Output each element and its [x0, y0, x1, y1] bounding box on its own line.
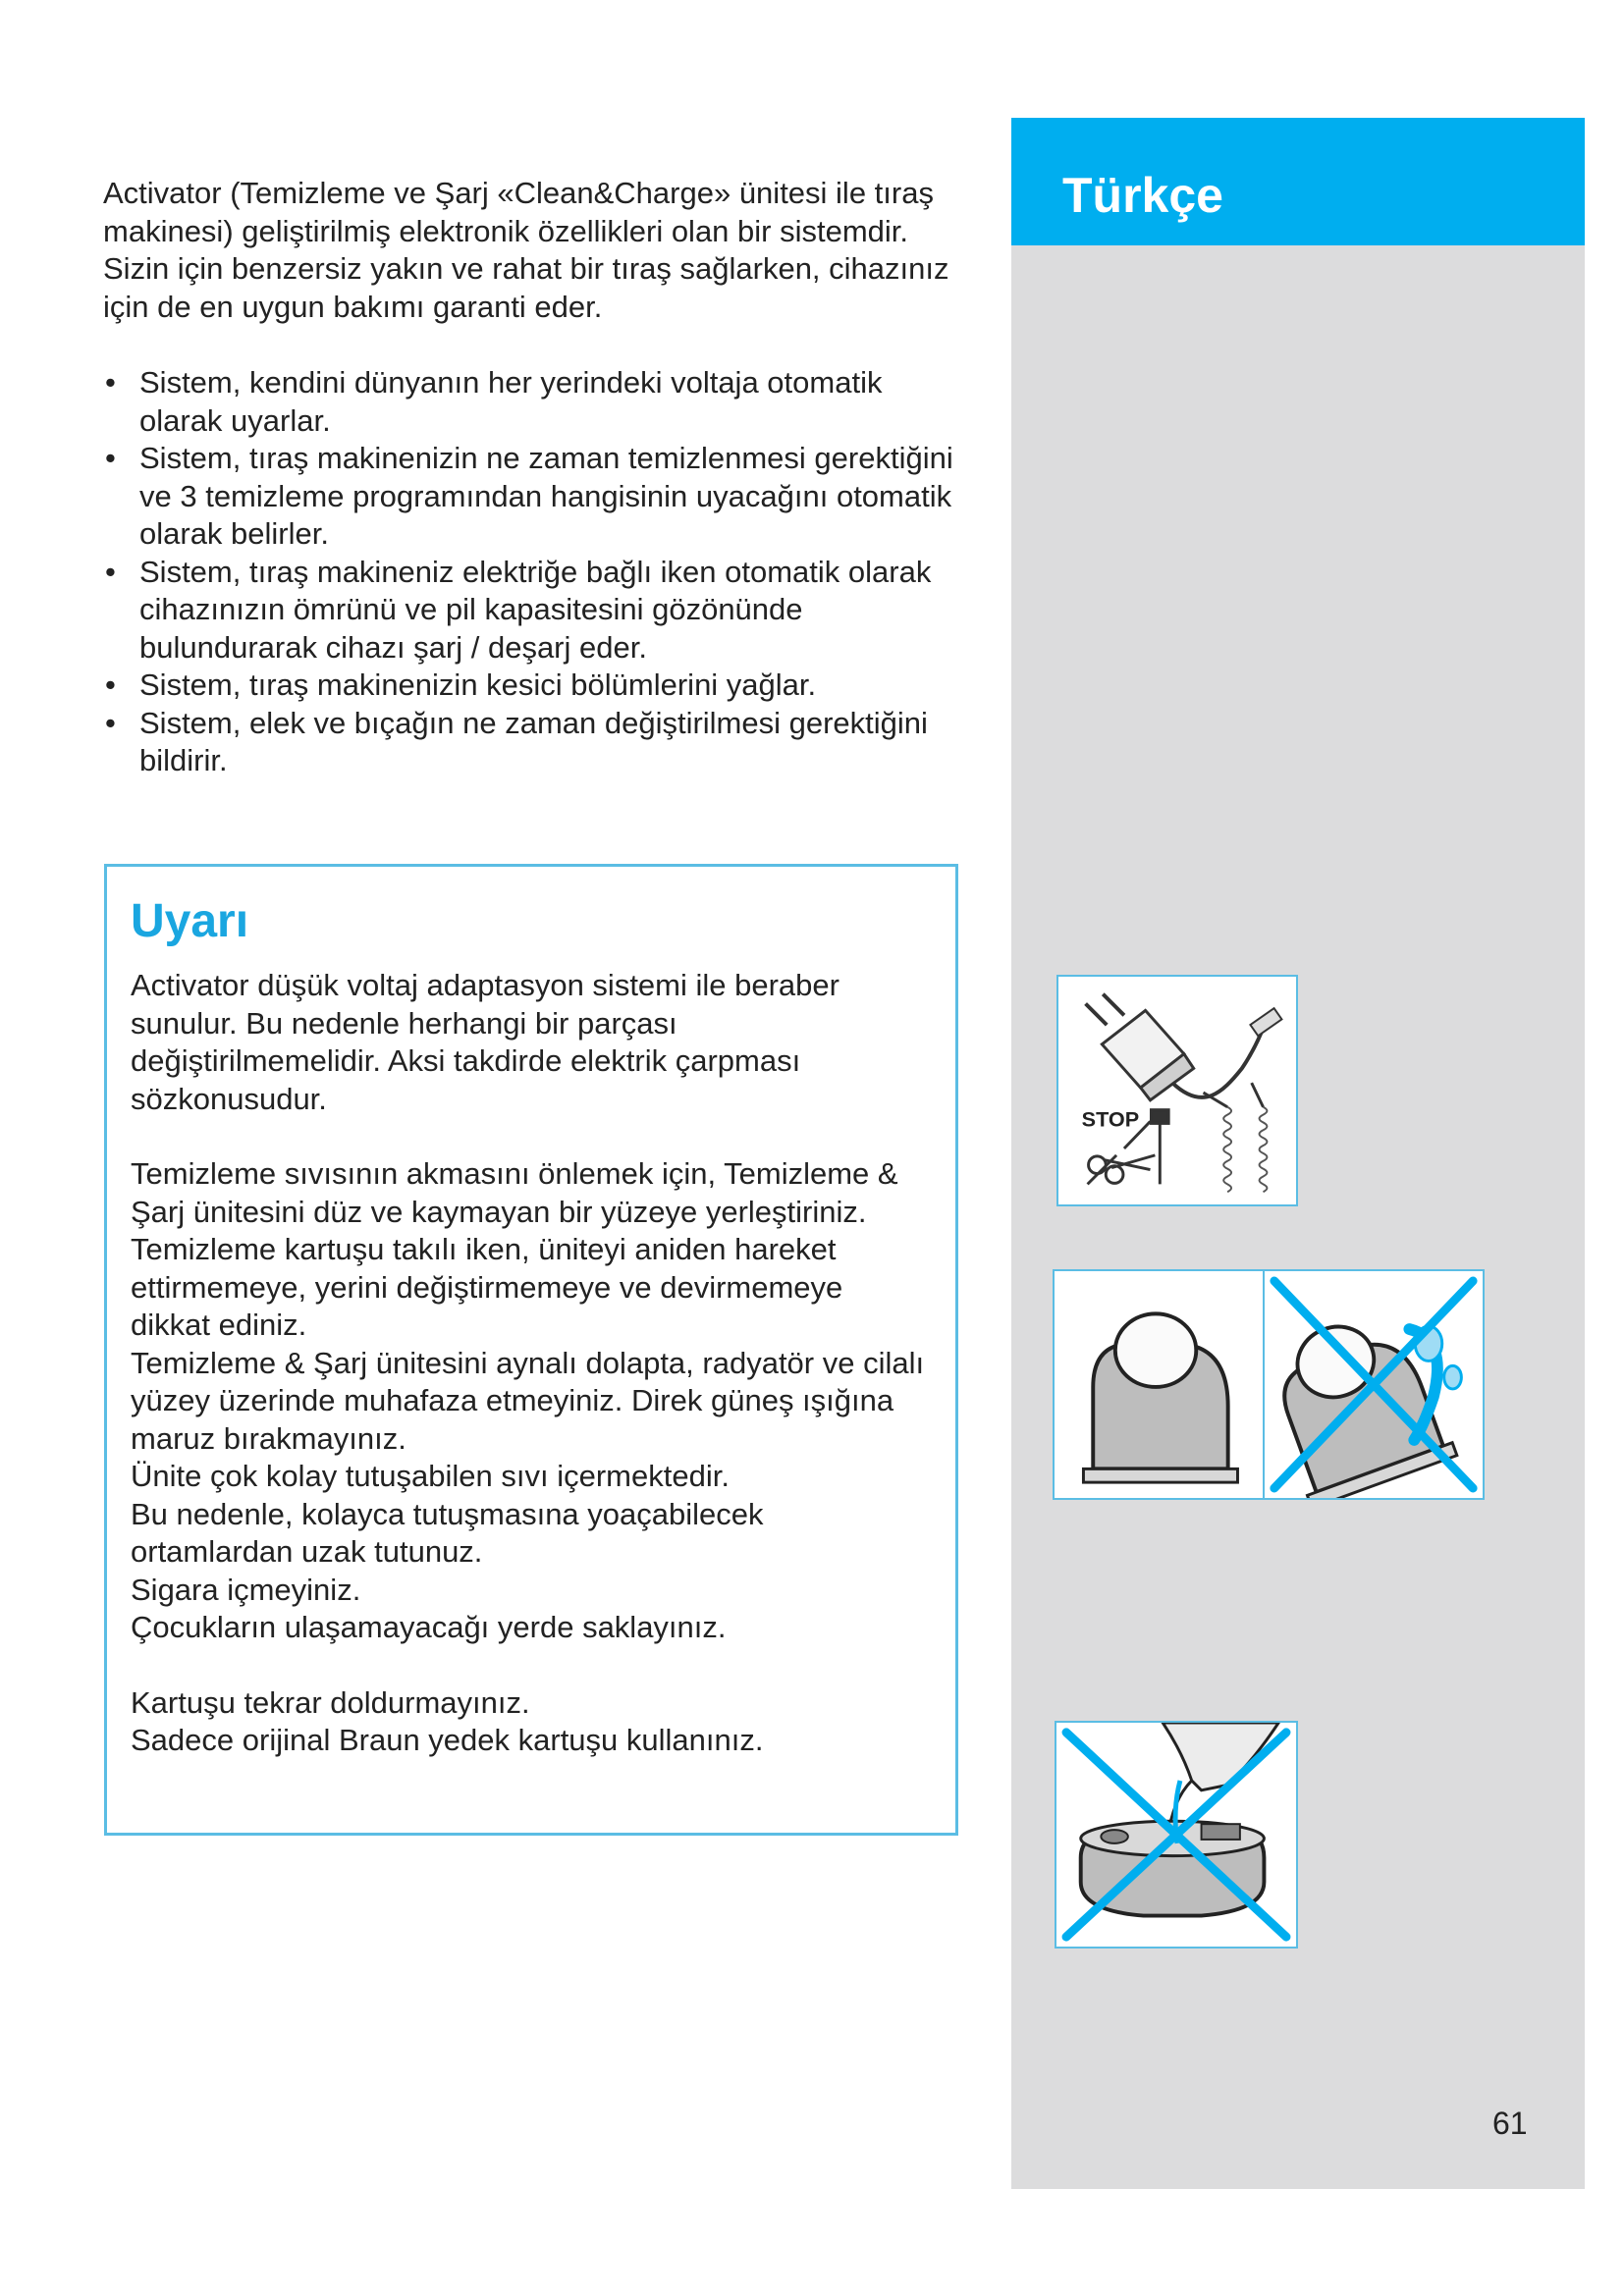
- cleaning-unit-upright-icon: [1055, 1271, 1263, 1498]
- feature-item: • Sistem, tıraş makinenizin kesici bölümlerini yağlar.: [103, 667, 967, 705]
- warning-paragraph: Kartuşu tekrar doldurmayınız.: [131, 1684, 530, 1720]
- language-header: [1011, 118, 1585, 245]
- plug-warning-illustration: [1056, 975, 1298, 1206]
- cartridge-refill-crossed-icon: [1056, 1723, 1296, 1947]
- plug-stop-icon: [1058, 977, 1296, 1204]
- page-number: 61: [1492, 2106, 1528, 2141]
- feature-item: • Sistem, kendini dünyanın her yerindeki voltaja otomatik olarak uyarlar.: [103, 364, 967, 440]
- feature-list: [103, 364, 967, 780]
- cleaning-unit-tilted-crossed-icon: [1265, 1271, 1483, 1498]
- intro-paragraph: Activator (Temizleme ve Şarj «Clean&Charge» ünitesi ile tıraş makinesi) geliştirilmiş elektronik özellikleri olan bir sistemdir. Sizin için benzersiz yakın ve rahat bir tıraş sağlarken, cihazınız için de en uygun bakımı garanti eder.: [103, 176, 949, 324]
- feature-item: • Sistem, tıraş makinenizin ne zaman temizlenmesi gerektiğini ve 3 temizleme programından hangisinin uyacağını otomatik olarak belirler.: [103, 440, 967, 554]
- language-title: Türkçe: [1062, 168, 1223, 223]
- warning-title: Uyarı: [131, 895, 249, 947]
- warning-paragraph: Temizleme sıvısının akmasını önlemek için, Temizleme & Şarj ünitesini düz ve kaymayan bir yüzeye yerleştiriniz.: [131, 1156, 898, 1229]
- warning-paragraph: Sigara içmeyiniz.: [131, 1572, 361, 1607]
- warning-paragraph: Çocukların ulaşamayacağı yerde saklayınız.: [131, 1610, 727, 1644]
- refill-cartridge-illustration: [1055, 1721, 1298, 1949]
- warning-paragraph: Ünite çok kolay tutuşabilen sıvı içermektedir.: [131, 1459, 730, 1493]
- warning-paragraph: Temizleme kartuşu takılı iken, üniteyi aniden hareket ettirmemeye, yerini değiştirmemeye ve devirmemeye dikkat ediniz.: [131, 1232, 843, 1342]
- stop-label: STOP: [1081, 1106, 1140, 1132]
- tilted-unit-illustration: [1263, 1269, 1485, 1500]
- warning-box: [104, 864, 958, 1836]
- warning-paragraph: Sadece orijinal Braun yedek kartuşu kullanınız.: [131, 1723, 764, 1757]
- warning-paragraph: Activator düşük voltaj adaptasyon sistemi ile beraber sunulur. Bu nedenle herhangi bir parçası değiştirilmemelidir. Aksi takdirde elektrik çarpması sözkonusudur.: [131, 968, 839, 1116]
- warning-paragraph: Temizleme & Şarj ünitesini aynalı dolapta, radyatör ve cilalı yüzey üzerinde muhafaza etmeyiniz. Direk güneş ışığına maruz bırakmayınız.: [131, 1345, 925, 1456]
- warning-body: [131, 967, 926, 1760]
- feature-item: • Sistem, tıraş makineniz elektriğe bağlı iken otomatik olarak cihazınızın ömrünü ve pil kapasitesini gözönünde bulundurarak cihazı şarj / deşarj eder.: [103, 554, 967, 667]
- feature-item: • Sistem, elek ve bıçağın ne zaman değiştirilmesi gerektiğini bildirir.: [103, 705, 967, 780]
- warning-paragraph: Bu nedenle, kolayca tutuşmasına yoaçabilecek ortamlardan uzak tutunuz.: [131, 1496, 764, 1569]
- sidebar: [1011, 118, 1585, 2189]
- upright-unit-illustration: [1053, 1269, 1265, 1500]
